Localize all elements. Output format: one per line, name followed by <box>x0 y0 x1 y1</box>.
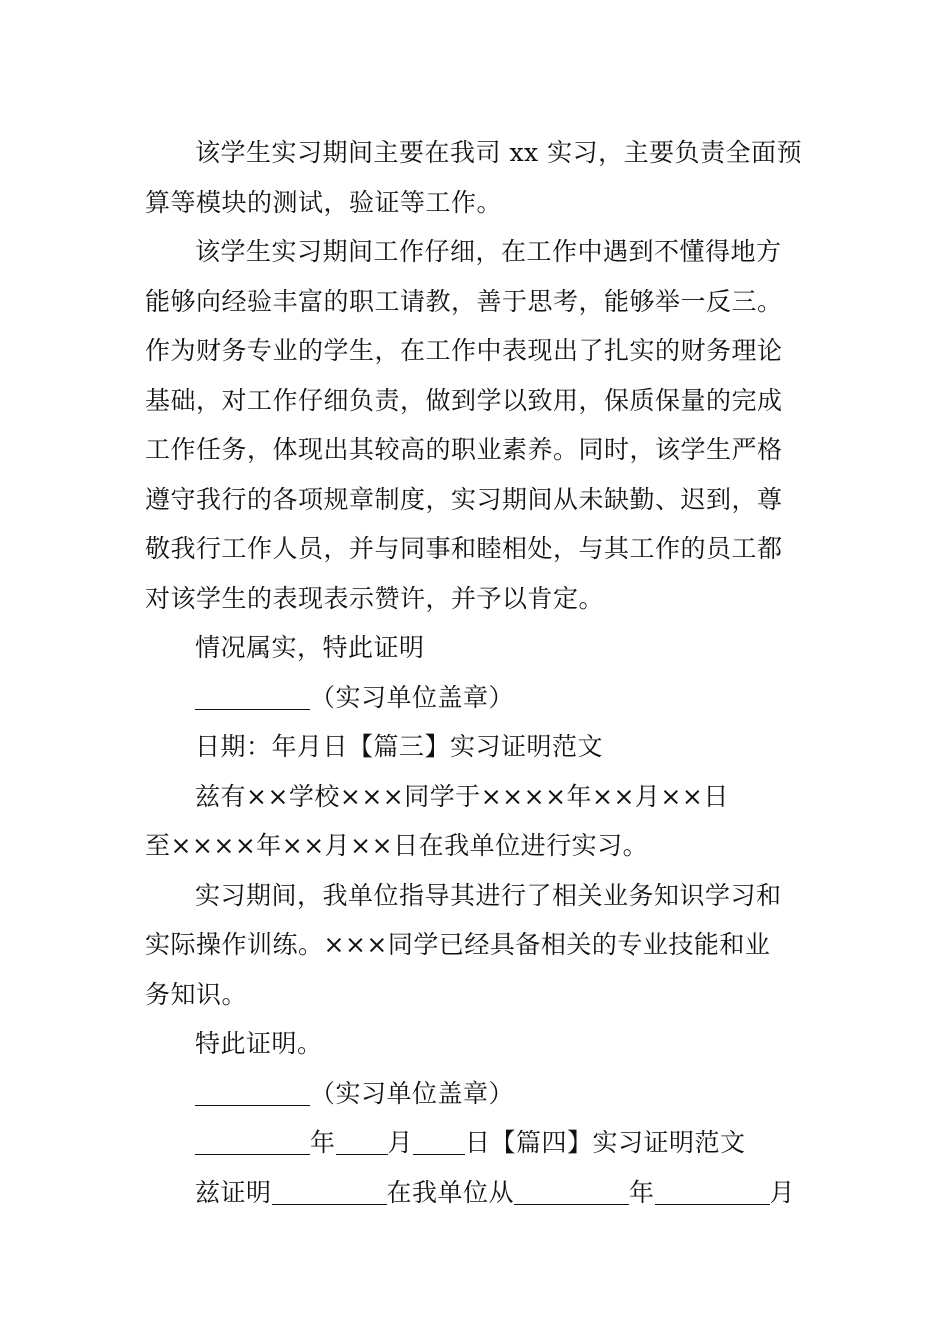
certificate-line <box>145 1168 810 1218</box>
seal-line <box>145 673 810 723</box>
paragraph-line: 至××××年××月××日在我单位进行实习。 <box>145 831 649 860</box>
certificate-middle: 在我单位从 <box>386 1177 515 1207</box>
day-title-label: 日【篇四】实习证明范文 <box>465 1128 746 1157</box>
certification-statement: 特此证明。 <box>195 1029 323 1058</box>
year-label: 年 <box>310 1128 336 1157</box>
certificate-prefix: 兹证明 <box>195 1177 272 1207</box>
blank-underline <box>195 1128 310 1155</box>
paragraph-line: 能够向经验丰富的职工请教，善于思考，能够举一反三。 <box>145 286 783 316</box>
month-label: 月 <box>387 1128 414 1157</box>
blank-underline <box>195 683 310 710</box>
paragraph-line: 敬我行工作人员，并与同事和睦相处，与其工作的员工都 <box>145 534 783 563</box>
blank-underline <box>514 1178 629 1205</box>
blank-underline <box>336 1128 388 1155</box>
seal-line <box>145 1069 810 1119</box>
blank-underline <box>195 1079 310 1106</box>
paragraph-line: 基础，对工作仔细负责，做到学以致用，保质保量的完成 <box>145 385 783 415</box>
blank-underline <box>413 1128 465 1155</box>
paragraph-line: 务知识。 <box>145 979 248 1009</box>
certification-statement: 情况属实，特此证明 <box>195 633 425 662</box>
month-label: 月 <box>769 1177 796 1207</box>
blank-underline <box>655 1178 770 1205</box>
paragraph-line: 实习期间，我单位指导其进行了相关业务知识学习和 <box>195 880 782 910</box>
year-label: 年 <box>629 1177 655 1207</box>
paragraph-line: 兹有××学校×××同学于××××年××月××日 <box>195 781 729 811</box>
seal-label: （实习单位盖章） <box>310 1078 515 1108</box>
paragraph-line: 遵守我行的各项规章制度，实习期间从未缺勤、迟到，尊 <box>145 484 783 514</box>
paragraph-line: 算等模块的测试，验证等工作。 <box>145 187 503 217</box>
paragraph-line: 该学生实习期间主要在我司 xx 实习，主要负责全面预 <box>195 138 803 167</box>
date-heading-line <box>145 1118 810 1168</box>
date-heading-line: 日期：年月日【篇三】实习证明范文 <box>195 732 604 761</box>
document-body <box>145 128 810 1217</box>
paragraph-line: 对该学生的表现表示赞许，并予以肯定。 <box>145 583 605 613</box>
paragraph-line: 实际操作训练。×××同学已经具备相关的专业技能和业 <box>145 930 771 959</box>
seal-label: （实习单位盖章） <box>310 682 515 712</box>
paragraph-line: 工作任务，体现出其较高的职业素养。同时，该学生严格 <box>145 435 783 464</box>
paragraph-line: 作为财务专业的学生，在工作中表现出了扎实的财务理论 <box>145 336 783 365</box>
blank-underline <box>272 1178 387 1205</box>
paragraph-line: 该学生实习期间工作仔细，在工作中遇到不懂得地方 <box>195 237 782 266</box>
